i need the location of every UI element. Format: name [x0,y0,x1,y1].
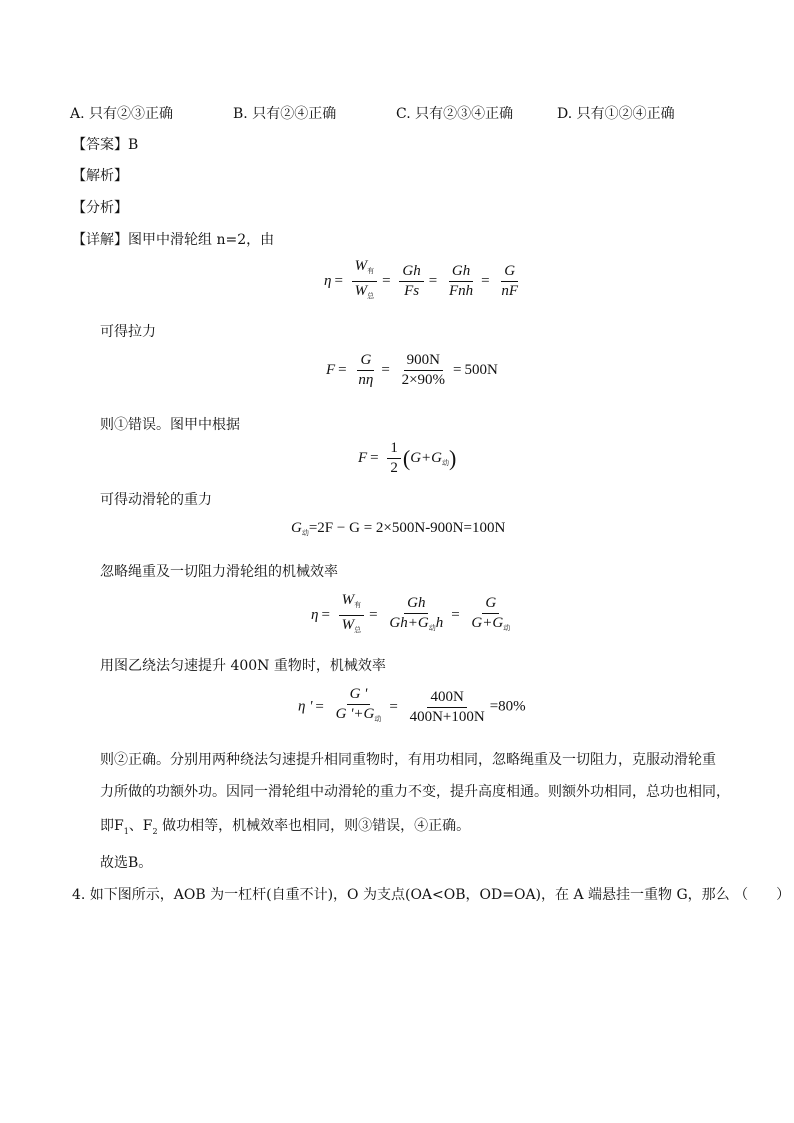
frac-g-neta [355,352,376,389]
den-400-100: 400N+100N [409,708,485,725]
eta-symbol-2: η [311,606,319,623]
f-symbol-3: F [358,449,368,466]
eta-symbol: η [324,272,332,289]
g-num-5: G [482,595,499,614]
detail-line [72,229,274,249]
num-900n: 900N [404,352,443,371]
text-yi-raofa: 用图乙绕法匀速提升 400N 重物时，机械效率 [100,658,386,674]
one: 1 [387,440,401,459]
gprime-num: G ' [347,686,371,705]
frac-gh-fs [399,263,423,300]
result-500n: 500N [464,361,498,378]
text-ze-cuowu: 则①错误。图甲中根据 [100,417,240,433]
detail-tag: 【详解】 [72,232,128,248]
w-useful-2: W [341,592,355,608]
answer-value: B [128,137,139,153]
answer-tag: 【答案】 [72,137,128,153]
option-c: C. 只有②③④正确 [396,106,514,122]
detail-text: 图甲中滑轮组 n=2，由 [128,232,275,248]
fnh-den: Fnh [448,283,474,299]
frac-gprime [333,686,385,728]
frac-400 [407,689,488,726]
f-symbol: F [326,361,336,378]
gprime-plus-g: G '+G [335,706,375,722]
neta-den: nη [358,372,374,388]
g-num: G [501,263,518,282]
sub-dong-6: 动 [374,715,382,723]
text-kede-lali: 可得拉力 [100,324,156,340]
den-2x90: 2×90% [401,372,446,388]
w-useful: W [354,258,368,274]
para-line-2: 力所做的功额外功。因同一滑轮组中动滑轮的重力不变，提升高度相通。则额外功相同，总功也相同， [100,784,730,800]
eta-prime: η ' [298,698,313,715]
formula-force: F = $\frac{G}{n\eta}$ = $\frac{900N}{2\times 90\%}$ = 500N [326,352,498,388]
option-a: A. 只有②③正确 [70,106,174,122]
fs-den: Fs [404,283,420,299]
question-4: 4. 如下图所示，AOB 为一杠杆(自重不计)，O 为支点(OA<OB，OD=OA)，在 A 端悬挂一重物 G，那么 （ ） [72,887,791,903]
formula-efficiency-2: η = $\frac{W_有}{W_总}$ = $\frac{Gh}{Gh+G_动h}$ = $\frac{G}{G+G_动}$ [311,592,515,639]
gh-num-2: Gh [449,263,473,282]
f2-sub: 2 [152,826,158,836]
g-num-f2: G [357,352,374,371]
frac-w [352,258,378,305]
para-line-1: 则②正确。分别用两种绕法匀速提升相同重物时，有用功相同，忽略绳重及一切阻力，克服动滑轮重 [100,752,716,768]
fenxi-tag: 【分析】 [72,200,128,216]
sub-useful-2: 有 [354,601,362,609]
sub-dong-5b: 动 [503,623,511,632]
f1-letter: 即F [100,818,124,834]
num-400n: 400N [427,689,466,708]
formula-efficiency-3: η ' = $\frac{G '}{G '+G_动}$ = $\frac{400N}{400N+100N}$ =80% [298,686,526,728]
gh-num-5: Gh [404,595,428,614]
text-hulue: 忽略绳重及一切阻力滑轮组的机械效率 [100,564,338,580]
f2-letter: 、F [128,818,153,834]
gdong-rhs: =2F − G = 2×500N-900N=100N [308,520,506,536]
formula-half: F = $\frac{1}{2}$ $(G+G_动)$ [358,440,457,476]
para-line-3-tail: 做功相等，机械效率也相同，则③错误，④正确。 [157,818,471,834]
h-tail: h [435,614,444,631]
option-b: B. 只有②④正确 [233,106,337,122]
two: 2 [390,460,398,476]
g-symbol-4: G [291,520,302,536]
sub-dong-3: 动 [442,458,450,467]
frac-900-2x90 [399,352,448,389]
frac-g-nf [498,263,521,300]
para-line-3 [100,815,470,836]
sub-useful: 有 [367,267,375,275]
nf-den: nF [501,283,519,299]
gh-num: Gh [399,263,423,282]
frac-w-2 [339,592,365,639]
analysis-tag: 【解析】 [72,168,128,184]
frac-g-ggdong [468,595,513,637]
sub-total: 总 [367,292,375,300]
option-d: D. 只有①②④正确 [557,106,675,122]
g-plus-g: G+G [410,449,443,466]
sub-total-2: 总 [354,626,362,634]
w-total: W [354,283,368,299]
frac-one-half [387,440,401,477]
formula-gdong [291,520,505,538]
gh-plus-g: Gh+G [389,614,429,631]
frac-gh-fnh [446,263,476,300]
text-dong-zhongli: 可得动滑轮的重力 [100,492,212,508]
f1-sub: 1 [123,826,129,836]
conclusion: 故选B。 [100,855,153,871]
answer-line [72,134,138,154]
g-plus-g-5: G+G [471,614,504,631]
w-total-2: W [341,617,355,633]
formula-efficiency: η = $\frac{W_有}{W_总}$ = $\frac{Gh}{Fs}$ = $\frac{Gh}{\text{Fnh}}$ = $\frac{G}{nF}$ [324,258,523,305]
sub-dong-5a: 动 [428,623,436,632]
sub-dong-4: 动 [301,529,309,537]
frac-gh-ghgh [386,595,446,637]
result-80: =80% [489,698,526,715]
